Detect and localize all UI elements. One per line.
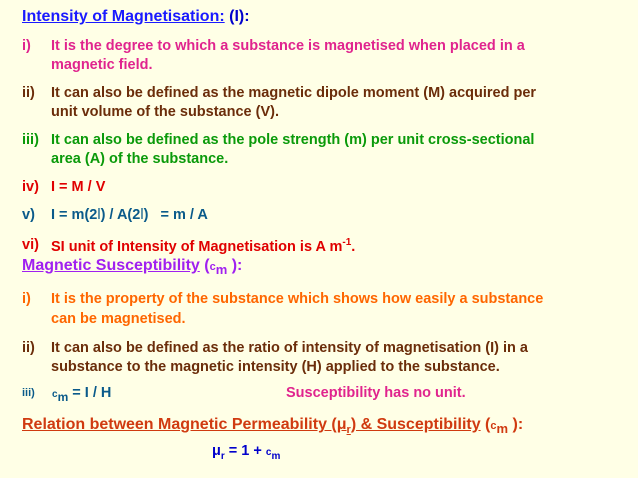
s1-item6-num: vi) xyxy=(22,237,39,253)
section3-open: ( xyxy=(480,416,491,433)
s1-item1-num: i) xyxy=(22,38,31,54)
s1-item3-line1: It can also be defined as the pole strength (m) per unit cross-sectional xyxy=(51,132,535,148)
s2-item2-line1: It can also be defined as the ratio of intensity of magnetisation (I) in a xyxy=(51,340,528,356)
relation-formula xyxy=(212,444,280,462)
section1-title: Intensity of Magnetisation: xyxy=(22,8,225,25)
s2-item3-eq-text: = I / H xyxy=(68,385,112,401)
section2-close: ): xyxy=(227,257,243,274)
section2-heading xyxy=(22,258,242,276)
s1-item3-num: iii) xyxy=(22,132,39,148)
s1-item4-num: iv) xyxy=(22,179,39,195)
s1-item2-line1: It can also be defined as the magnetic dipole moment (M) acquired per xyxy=(51,85,537,101)
s2-item2-num: ii) xyxy=(22,340,35,356)
section3-mid: ) & Susceptibility xyxy=(350,416,481,433)
section3-title: Relation between Magnetic Permeability (μ xyxy=(22,416,347,433)
s1-item5-part-a: I = m(2 xyxy=(51,207,98,223)
s1-item1-line2: magnetic field. xyxy=(51,57,153,73)
formula-mu: μ xyxy=(212,443,221,459)
section3-heading xyxy=(22,417,523,436)
s2-item1-line1: It is the property of the substance which shows how easily a substance xyxy=(51,291,544,307)
s2-item3-chi-sub: m xyxy=(57,389,69,404)
s1-item3-line2: area (A) of the substance. xyxy=(51,151,229,167)
formula-mu-sub: r xyxy=(220,450,225,462)
section3-chi: c xyxy=(490,420,497,432)
s2-item1-num: i) xyxy=(22,291,31,307)
s1-item4-line1: I = M / V xyxy=(51,179,106,195)
section2-title: Magnetic Susceptibility xyxy=(22,257,200,274)
s1-item6-tail: . xyxy=(351,238,356,255)
section1-symbol: (I): xyxy=(224,8,250,25)
s1-item5-l2: l xyxy=(140,207,144,223)
s1-item5-part-e: ) = m / A xyxy=(143,207,208,223)
formula-chi-sub: m xyxy=(271,450,281,462)
s2-item3-note: Susceptibility has no unit. xyxy=(286,385,466,401)
section3-sub: r xyxy=(346,424,351,437)
s2-item3-eq xyxy=(52,386,111,403)
formula-chi: c xyxy=(265,447,272,458)
section3-close: ): xyxy=(508,416,524,433)
s2-item1-line2: can be magnetised. xyxy=(51,311,186,327)
section1-heading xyxy=(22,9,250,25)
s2-item3-chi: c xyxy=(52,389,58,400)
s1-item1-line1: It is the degree to which a substance is magnetised when placed in a xyxy=(51,38,525,54)
s1-item6-line1 xyxy=(51,238,355,254)
s1-item2-line2: unit volume of the substance (V). xyxy=(51,104,279,120)
s1-item5-line1 xyxy=(51,208,208,223)
s1-item5-l1: l xyxy=(97,207,101,223)
s2-item2-line2: substance to the magnetic intensity (H) applied to the substance. xyxy=(51,359,500,375)
s1-item2-num: ii) xyxy=(22,85,35,101)
s1-item6-sup: -1 xyxy=(342,237,352,248)
section2-chi-sub: m xyxy=(215,262,228,278)
s1-item6-text: SI unit of Intensity of Magnetisation is A m xyxy=(51,238,343,255)
s1-item5-part-c: ) / A(2 xyxy=(100,207,141,223)
formula-eq: = 1 + xyxy=(224,443,266,459)
section3-chi-sub: m xyxy=(496,421,509,437)
s2-item3-num: iii) xyxy=(22,387,35,399)
section2-chi: c xyxy=(209,261,216,273)
s1-item5-num: v) xyxy=(22,207,35,223)
section2-open: ( xyxy=(199,257,210,274)
